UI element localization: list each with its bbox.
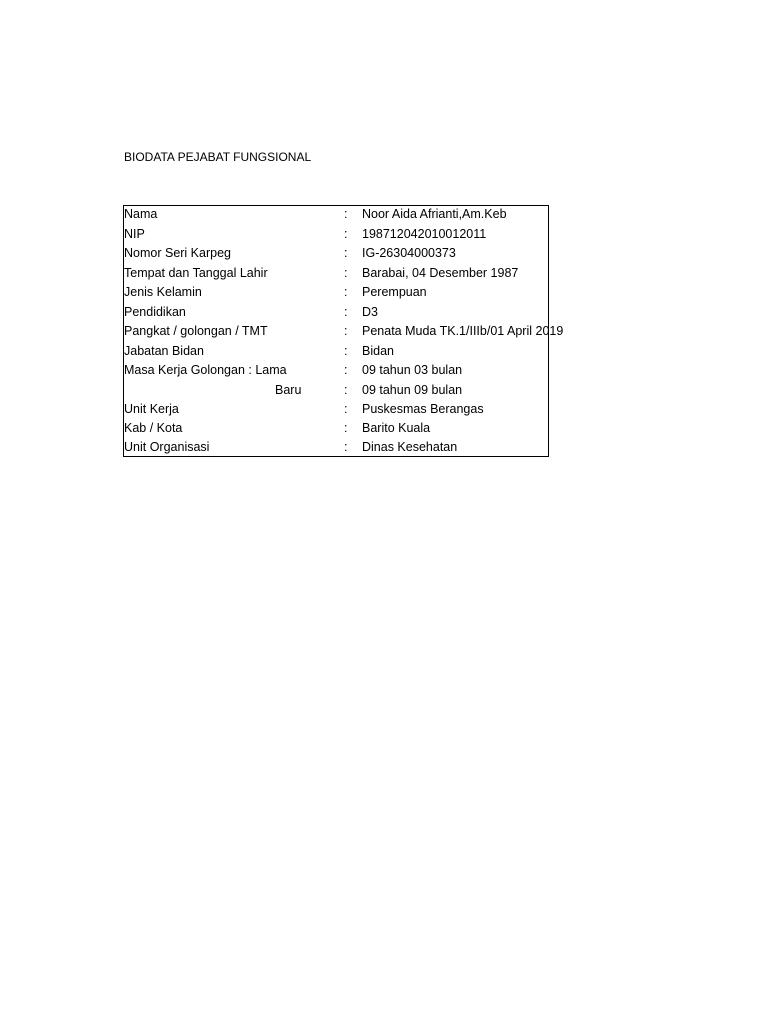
- row-separator: :: [344, 363, 348, 377]
- row-label: NIP: [124, 226, 145, 241]
- document-title: BIODATA PEJABAT FUNGSIONAL: [124, 150, 312, 164]
- biodata-row-kab-kota: [124, 419, 584, 438]
- row-separator: :: [344, 382, 348, 397]
- row-separator: :: [344, 207, 348, 221]
- biodata-row-nama: [124, 205, 584, 224]
- biodata-row-tempat-tanggal-lahir: [124, 264, 584, 283]
- row-label: Nomor Seri Karpeg: [124, 246, 231, 260]
- row-separator: :: [344, 421, 348, 435]
- row-value: Barabai, 04 Desember 1987: [362, 265, 519, 280]
- row-label: Pendidikan: [124, 304, 186, 319]
- biodata-row-jenis-kelamin: [124, 283, 584, 302]
- row-label: Unit Kerja: [124, 402, 179, 416]
- biodata-row-masa-kerja-lama: [124, 361, 584, 380]
- row-separator: :: [344, 246, 348, 260]
- biodata-row-karpeg: [124, 244, 584, 263]
- row-value: IG-26304000373: [362, 246, 456, 260]
- row-value: D3: [362, 304, 378, 319]
- row-separator: :: [344, 324, 348, 338]
- row-value: Puskesmas Berangas: [362, 402, 484, 416]
- biodata-row-masa-kerja-baru: [124, 381, 584, 400]
- biodata-row-nip: [124, 225, 584, 244]
- row-value: Bidan: [362, 343, 394, 358]
- row-value: Perempuan: [362, 285, 427, 299]
- row-separator: :: [344, 285, 348, 299]
- row-sublabel: Baru: [275, 382, 302, 397]
- row-separator: :: [344, 402, 348, 416]
- row-value: Dinas Kesehatan: [362, 440, 458, 454]
- row-label: Tempat dan Tanggal Lahir: [124, 265, 268, 280]
- row-separator: :: [344, 440, 348, 454]
- row-value: 09 tahun 03 bulan: [362, 363, 463, 377]
- row-label: Masa Kerja Golongan : Lama: [124, 363, 287, 377]
- row-label: Unit Organisasi: [124, 440, 210, 454]
- row-separator: :: [344, 304, 348, 319]
- biodata-row-unit-kerja: [124, 400, 584, 419]
- row-label: Jenis Kelamin: [124, 285, 202, 299]
- biodata-row-pangkat: [124, 322, 584, 341]
- row-separator: :: [344, 226, 348, 241]
- row-label: Pangkat / golongan / TMT: [124, 324, 268, 338]
- row-separator: :: [344, 343, 348, 358]
- row-value: Noor Aida Afrianti,Am.Keb: [362, 207, 507, 221]
- biodata-row-unit-organisasi: [124, 438, 584, 457]
- biodata-row-pendidikan: [124, 303, 584, 322]
- row-label: Kab / Kota: [124, 421, 183, 435]
- row-value: Barito Kuala: [362, 421, 431, 435]
- row-value: 09 tahun 09 bulan: [362, 382, 463, 397]
- row-label: Jabatan Bidan: [124, 343, 204, 358]
- biodata-row-jabatan: [124, 342, 584, 361]
- row-label: Nama: [124, 207, 158, 221]
- row-value: Penata Muda TK.1/IIIb/01 April 2019: [362, 324, 564, 338]
- row-separator: :: [344, 265, 348, 280]
- row-value: 198712042010012011: [362, 226, 487, 241]
